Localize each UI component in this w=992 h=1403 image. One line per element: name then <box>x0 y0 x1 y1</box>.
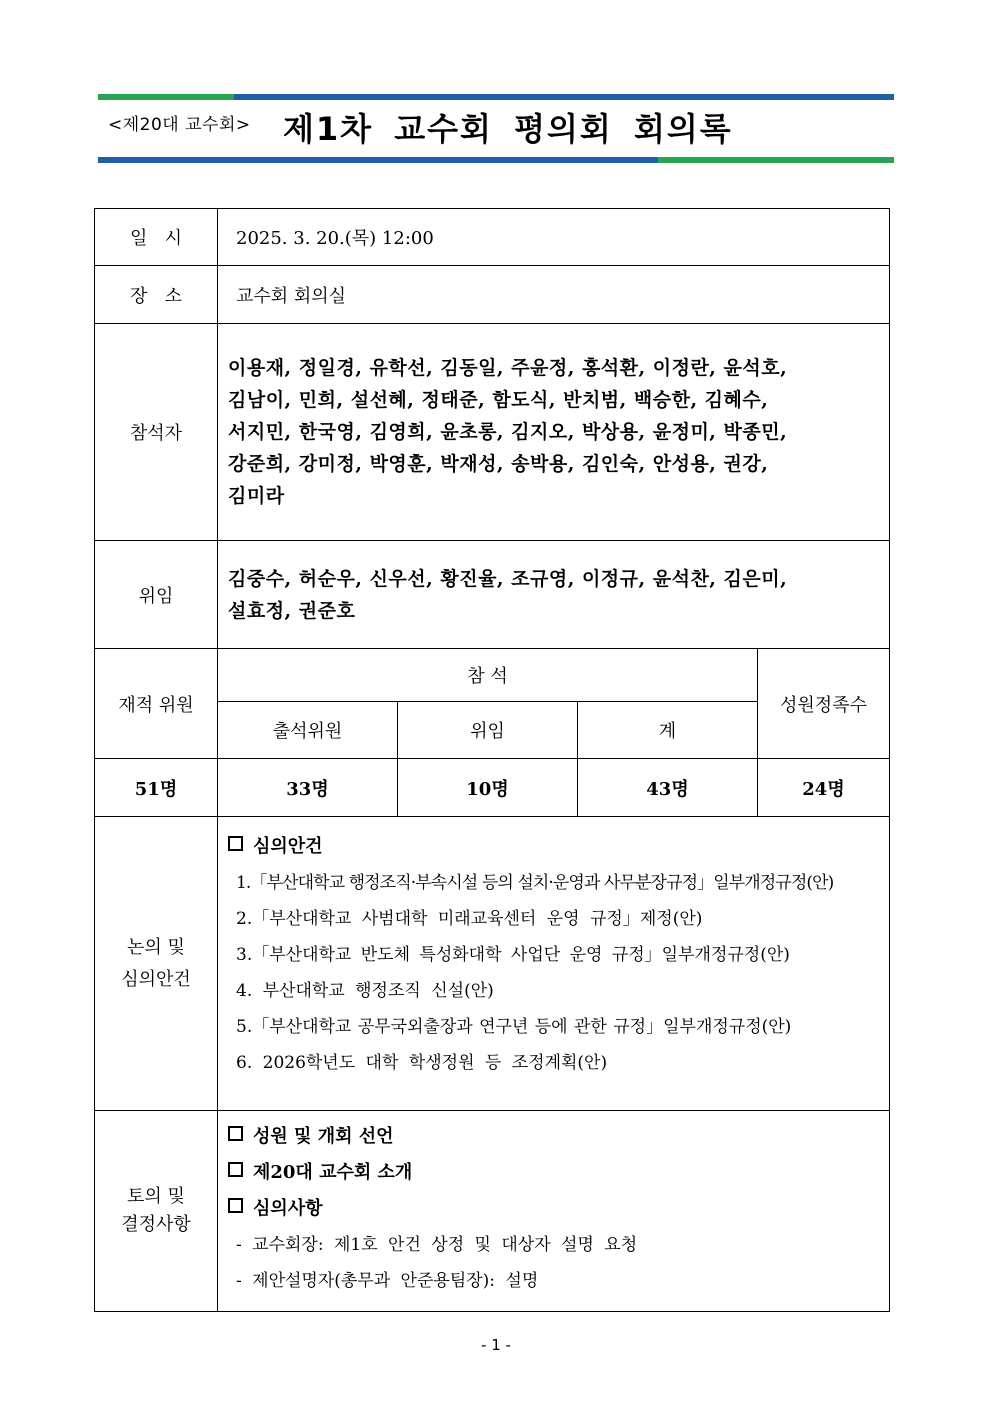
checkbox-square-icon <box>228 836 243 851</box>
total-count: 43명 <box>578 759 758 817</box>
agenda-item: 1.「부산대학교 행정조직·부속시설 등의 설치·운영과 사무분장규정」일부개정규정(안) <box>236 873 834 893</box>
proxy-label: 위임 <box>95 541 218 649</box>
proxy-count: 10명 <box>398 759 578 817</box>
members-count: 51명 <box>95 759 218 817</box>
decision-item: - 제안설명자(총무과 안준용팀장): 설명 <box>236 1271 539 1291</box>
present-label: 출석위원 <box>218 702 398 759</box>
rule-green-segment <box>658 157 894 163</box>
header-bottom-rule <box>98 157 894 163</box>
row-proxy <box>95 541 890 649</box>
agenda-item: 5.「부산대학교 공무국외출장과 연구년 등에 관한 규정」일부개정규정(안) <box>236 1017 792 1037</box>
minutes-table <box>94 208 890 1312</box>
attendees-line: 이용재, 정일경, 유학선, 김동일, 주윤정, 홍석환, 이정란, 윤석호, <box>228 357 788 379</box>
decision-heading: 심의사항 <box>228 1191 881 1227</box>
attendees-line: 서지민, 한국영, 김영희, 윤초롱, 김지오, 박상용, 윤정미, 박종민, <box>228 421 788 443</box>
attendees-line: 강준희, 강미정, 박영훈, 박재성, 송박용, 김인숙, 안성용, 권강, <box>228 453 769 475</box>
place-label: 장 소 <box>95 266 218 324</box>
attendees-list <box>218 324 890 541</box>
quorum-label: 성원정족수 <box>758 649 890 759</box>
agenda-content <box>218 817 890 1111</box>
attendees-label: 참석자 <box>95 324 218 541</box>
page-title: 제1차 교수회 평의회 회의록 <box>283 110 733 148</box>
attendees-line: 김남이, 민희, 설선혜, 정태준, 함도식, 반치범, 백승한, 김혜수, <box>228 389 769 411</box>
agenda-label <box>95 817 218 1111</box>
proxy-list <box>218 541 890 649</box>
decision-heading: 제20대 교수회 소개 <box>228 1155 881 1191</box>
decision-label <box>95 1111 218 1312</box>
decision-item: - 교수회장: 제1호 안건 상정 및 대상자 설명 요청 <box>236 1235 638 1255</box>
proxy-line: 설효정, 권준호 <box>228 599 356 622</box>
row-decision <box>95 1111 890 1312</box>
row-quorum-values <box>95 759 890 817</box>
date-label: 일 시 <box>95 209 218 266</box>
proxy-count-label: 위임 <box>398 702 578 759</box>
agenda-heading: 심의안건 <box>228 829 881 865</box>
row-attendees <box>95 324 890 541</box>
decision-content <box>218 1111 890 1312</box>
row-agenda <box>95 817 890 1111</box>
agenda-label-line: 심의안건 <box>121 968 191 990</box>
total-label: 계 <box>578 702 758 759</box>
checkbox-square-icon <box>228 1126 243 1141</box>
date-value: 2025. 3. 20.(목) 12:00 <box>218 209 890 266</box>
rule-blue-segment <box>98 157 658 163</box>
agenda-label-line: 논의 및 <box>127 936 185 958</box>
attendees-line: 김미라 <box>228 485 285 507</box>
agenda-item: 2.「부산대학교 사범대학 미래교육센터 운영 규정」제정(안) <box>236 909 703 929</box>
decision-heading: 성원 및 개회 선언 <box>228 1119 881 1155</box>
checkbox-square-icon <box>228 1198 243 1213</box>
proxy-line: 김중수, 허순우, 신우선, 황진율, 조규영, 이정규, 윤석찬, 김은미, <box>228 567 788 590</box>
agenda-item: 4. 부산대학교 행정조직 신설(안) <box>236 981 494 1001</box>
members-label: 재적 위원 <box>95 649 218 759</box>
decision-label-line: 결정사항 <box>121 1214 191 1235</box>
attend-label: 참 석 <box>218 649 758 702</box>
place-value: 교수회 회의실 <box>218 266 890 324</box>
decision-label-line: 토의 및 <box>127 1186 185 1207</box>
document-header <box>98 104 894 154</box>
row-place <box>95 266 890 324</box>
quorum-count: 24명 <box>758 759 890 817</box>
header-top-rule <box>98 94 894 100</box>
council-subtitle: <제20대 교수회> <box>108 115 251 135</box>
row-date <box>95 209 890 266</box>
agenda-item: 6. 2026학년도 대학 학생정원 등 조정계획(안) <box>236 1053 608 1073</box>
present-count: 33명 <box>218 759 398 817</box>
row-quorum-header <box>95 649 890 702</box>
checkbox-square-icon <box>228 1162 243 1177</box>
rule-blue-segment <box>234 94 894 100</box>
agenda-item: 3.「부산대학교 반도체 특성화대학 사업단 운영 규정」일부개정규정(안) <box>236 945 790 965</box>
rule-green-segment <box>98 94 234 100</box>
page-number: - 1 - <box>481 1336 511 1354</box>
